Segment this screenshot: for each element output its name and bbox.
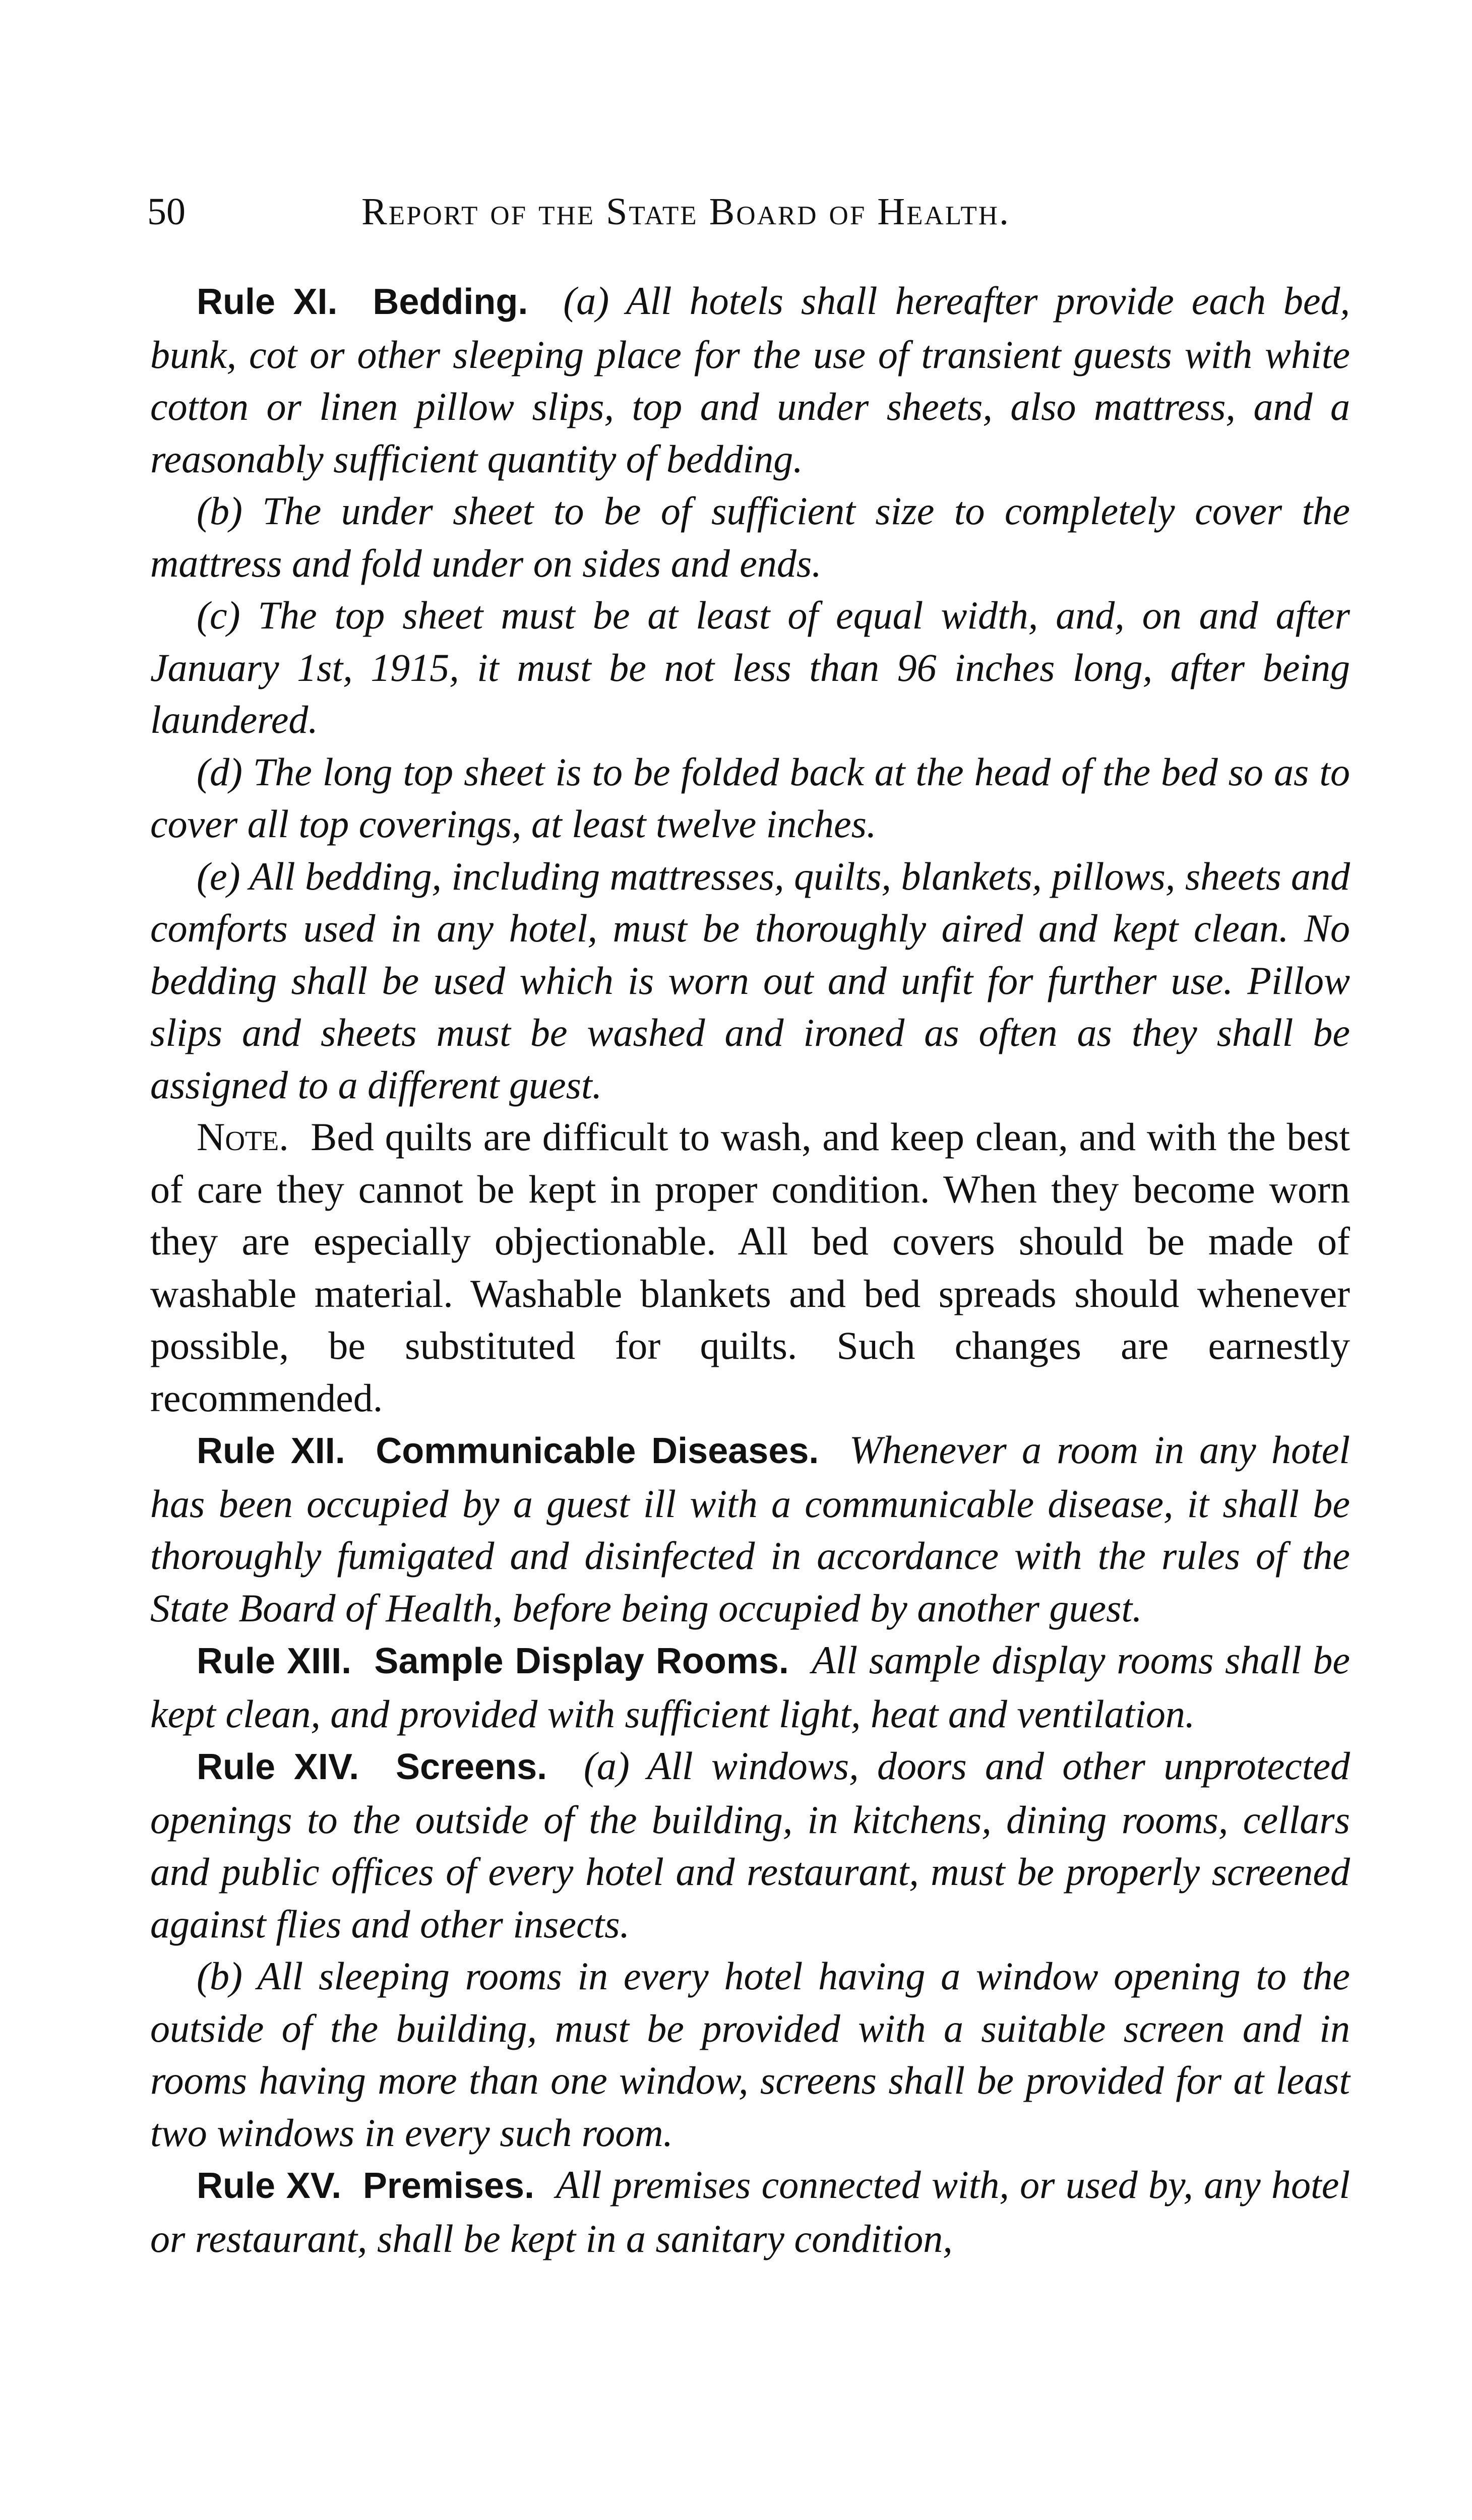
page-header [147, 184, 1322, 239]
rule-xiv-label: Rule XIV. [197, 1747, 359, 1787]
rule-xii-label: Rule XII. [197, 1431, 345, 1471]
running-head: Report of the State Board of Health. [361, 191, 1010, 233]
rule-xi-paragraph-b: (b) The under sheet to be of sufficient size to completely cover the mattress and fold under on sides and ends. [150, 489, 1350, 585]
rule-xii-title: Communicable Diseases. [376, 1431, 819, 1471]
note-label: Note. [197, 1115, 289, 1159]
rule-xiii-paragraph [150, 1634, 1350, 1740]
rule-xiv-title: Screens. [395, 1747, 547, 1787]
page-number: 50 [147, 191, 186, 233]
rule-xiv-paragraph-b: (b) All sleeping rooms in every hotel having a window opening to the outside of the building, must be provided with a suitable screen and in rooms having more than one window, screens shall be provided for at least two windows in every such room. [150, 1954, 1350, 2155]
rule-xiv-paragraph-a [150, 1740, 1350, 1950]
rule-xi-paragraph-e: (e) All bedding, including mattresses, quilts, blankets, pillows, sheets and comforts used in any hotel, must be thoroughly aired and kept clean. No bedding shall be used which is worn out and unfit for further use. Pillow slips and sheets must be washed and ironed as often as they shall be assigned to a different guest. [150, 854, 1350, 1107]
rule-xiii-label: Rule XIII. [197, 1641, 352, 1681]
rule-xi-title: Bedding. [373, 282, 528, 322]
rule-xi-label: Rule XI. [197, 282, 338, 322]
page-body [150, 275, 1350, 2264]
rule-xi-paragraph-a [150, 275, 1350, 485]
rule-xiii-text: All sample display rooms shall be kept clean, and provided with sufficient light, heat and ventilation. [150, 1638, 1350, 1736]
rule-xii-text: Whenever a room in any hotel has been occupied by a guest ill with a communicable disease, it shall be thoroughly fumigated and disinfected in accordance with the rules of the State Board of Health, before being occupied by another guest. [150, 1428, 1351, 1630]
rule-xiv-text-a: (a) All windows, doors and other unprotected openings to the outside of the building, in kitchens, dining rooms, cellars and public offices of every hotel and restaurant, must be properly screened against flies and other insects. [150, 1744, 1350, 1946]
rule-xiii-title: Sample Display Rooms. [374, 1641, 789, 1681]
note-paragraph [150, 1111, 1350, 1424]
rule-xv-title: Premises. [362, 2166, 535, 2206]
rule-xv-text: All premises connected with, or used by, any hotel or restaurant, shall be kept in a sanitary condition, [150, 2163, 1350, 2260]
note-text: Bed quilts are difficult to wash, and keep clean, and with the best of care they cannot be kept in proper condition. When they become worn they are especially objectionable. All bed covers should be made of washable material. Washable blankets and bed spreads should whenever possible, be substituted for quilts. Such changes are earnestly recommended. [150, 1115, 1350, 1420]
rule-xii-paragraph [150, 1424, 1350, 1634]
rule-xi-paragraph-c: (c) The top sheet must be at least of equal width, and, on and after January 1st, 1915, it must be not less than 96 inches long, after being laundered. [150, 593, 1350, 741]
rule-xi-text-a: (a) All hotels shall hereafter provide each bed, bunk, cot or other sleeping place for the use of transient guests with white cotton or linen pillow slips, top and under sheets, also mattress, and a reasonably sufficient quantity of bedding. [150, 279, 1351, 481]
rule-xv-paragraph [150, 2159, 1350, 2264]
rule-xv-label: Rule XV. [197, 2166, 342, 2206]
rule-xi-paragraph-d: (d) The long top sheet is to be folded back at the head of the bed so as to cover all top coverings, at least twelve inches. [150, 749, 1350, 846]
